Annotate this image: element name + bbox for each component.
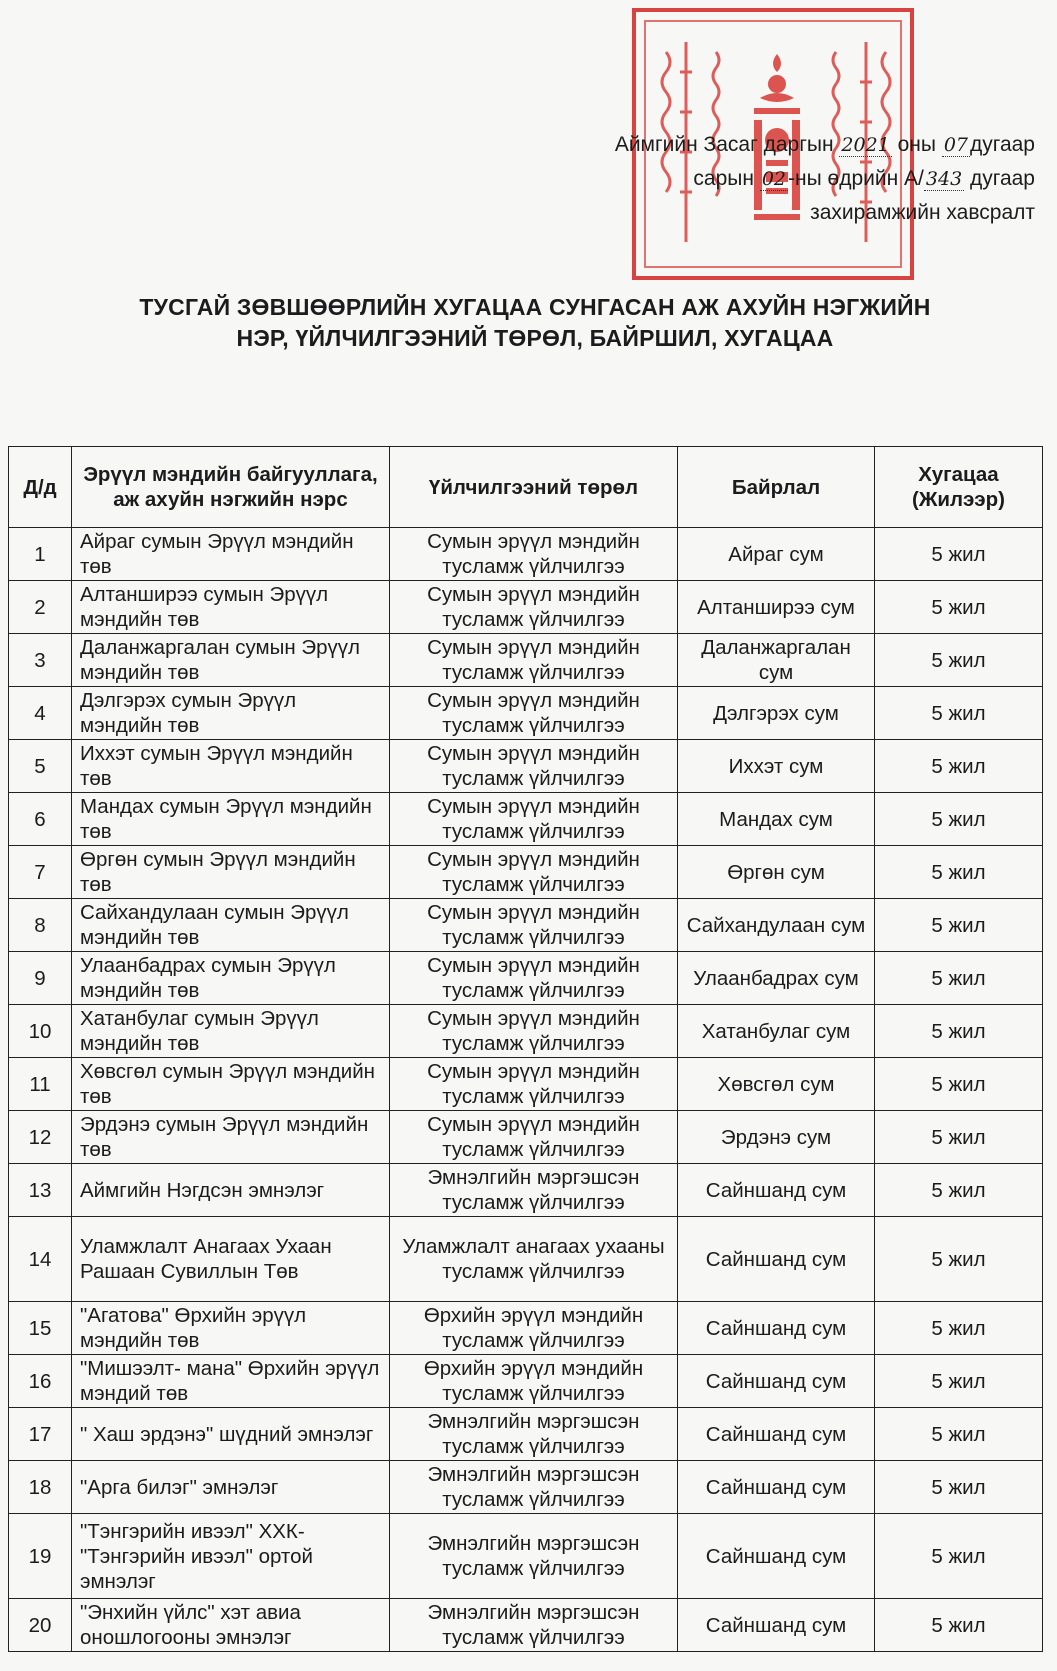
cell-service-type: Эмнэлгийн мэргэшсэн тусламж үйлчилгээ xyxy=(390,1599,678,1652)
cell-organization: Эрдэнэ сумын Эрүүл мэндийн төв xyxy=(72,1111,390,1164)
cell-location: Өргөн сум xyxy=(678,846,875,899)
table-row xyxy=(9,1111,1043,1164)
table-row xyxy=(9,581,1043,634)
approval-note xyxy=(615,128,1035,230)
approval-text: дугаар xyxy=(970,167,1035,190)
cell-duration: 5 жил xyxy=(875,1514,1043,1599)
cell-organization: Дэлгэрэх сумын Эрүүл мэндийн төв xyxy=(72,687,390,740)
cell-location: Сайншанд сум xyxy=(678,1302,875,1355)
cell-location: Айраг сум xyxy=(678,528,875,581)
cell-location: Даланжаргалан сум xyxy=(678,634,875,687)
cell-number: 20 xyxy=(9,1599,72,1652)
table-row xyxy=(9,1514,1043,1599)
cell-location: Сайншанд сум xyxy=(678,1514,875,1599)
cell-location: Алтанширээ сум xyxy=(678,581,875,634)
cell-location: Хатанбулаг сум xyxy=(678,1005,875,1058)
cell-service-type: Эмнэлгийн мэргэшсэн тусламж үйлчилгээ xyxy=(390,1514,678,1599)
table-row xyxy=(9,634,1043,687)
cell-duration: 5 жил xyxy=(875,1302,1043,1355)
handwritten-month: 07 xyxy=(943,134,968,156)
header-org: Эрүүл мэндийн байгууллага, аж ахуйн нэгжийн нэрс xyxy=(72,447,390,528)
cell-organization: Улаанбадрах сумын Эрүүл мэндийн төв xyxy=(72,952,390,1005)
cell-organization: "Энхийн үйлс" хэт авиа оношлогооны эмнэлэг xyxy=(72,1599,390,1652)
cell-location: Сайншанд сум xyxy=(678,1164,875,1217)
cell-location: Сайншанд сум xyxy=(678,1355,875,1408)
cell-location: Сайншанд сум xyxy=(678,1599,875,1652)
cell-duration: 5 жил xyxy=(875,846,1043,899)
cell-service-type: Өрхийн эрүүл мэндийн тусламж үйлчилгээ xyxy=(390,1355,678,1408)
cell-number: 13 xyxy=(9,1164,72,1217)
cell-service-type: Сумын эрүүл мэндийн тусламж үйлчилгээ xyxy=(390,952,678,1005)
cell-service-type: Сумын эрүүл мэндийн тусламж үйлчилгээ xyxy=(390,528,678,581)
cell-duration: 5 жил xyxy=(875,687,1043,740)
cell-duration: 5 жил xyxy=(875,1111,1043,1164)
cell-duration: 5 жил xyxy=(875,528,1043,581)
cell-organization: Аймгийн Нэгдсэн эмнэлэг xyxy=(72,1164,390,1217)
cell-service-type: Сумын эрүүл мэндийн тусламж үйлчилгээ xyxy=(390,581,678,634)
cell-number: 15 xyxy=(9,1302,72,1355)
cell-service-type: Сумын эрүүл мэндийн тусламж үйлчилгээ xyxy=(390,1058,678,1111)
table-body xyxy=(9,528,1043,1652)
cell-service-type: Өрхийн эрүүл мэндийн тусламж үйлчилгээ xyxy=(390,1302,678,1355)
header-location: Байрлал xyxy=(678,447,875,528)
cell-location: Мандах сум xyxy=(678,793,875,846)
document-title xyxy=(60,292,1010,354)
approval-line-1 xyxy=(615,128,1035,162)
cell-duration: 5 жил xyxy=(875,1408,1043,1461)
cell-number: 4 xyxy=(9,687,72,740)
cell-duration: 5 жил xyxy=(875,634,1043,687)
cell-service-type: Сумын эрүүл мэндийн тусламж үйлчилгээ xyxy=(390,1111,678,1164)
cell-organization: Мандах сумын Эрүүл мэндийн төв xyxy=(72,793,390,846)
cell-service-type: Эмнэлгийн мэргэшсэн тусламж үйлчилгээ xyxy=(390,1164,678,1217)
cell-duration: 5 жил xyxy=(875,899,1043,952)
cell-number: 9 xyxy=(9,952,72,1005)
header-duration: Хугацаа (Жилээр) xyxy=(875,447,1043,528)
cell-location: Иххэт сум xyxy=(678,740,875,793)
cell-duration: 5 жил xyxy=(875,1005,1043,1058)
table-row xyxy=(9,1005,1043,1058)
table-header-row xyxy=(9,447,1043,528)
table-row xyxy=(9,952,1043,1005)
cell-service-type: Сумын эрүүл мэндийн тусламж үйлчилгээ xyxy=(390,740,678,793)
handwritten-day: 02 xyxy=(761,168,787,190)
cell-number: 18 xyxy=(9,1461,72,1514)
cell-number: 8 xyxy=(9,899,72,952)
approval-text: сарын xyxy=(693,167,754,190)
cell-service-type: Сумын эрүүл мэндийн тусламж үйлчилгээ xyxy=(390,634,678,687)
table-row xyxy=(9,740,1043,793)
header-num: Д/д xyxy=(9,447,72,528)
cell-organization: Өргөн сумын Эрүүл мэндийн төв xyxy=(72,846,390,899)
cell-number: 7 xyxy=(9,846,72,899)
cell-organization: Хатанбулаг сумын Эрүүл мэндийн төв xyxy=(72,1005,390,1058)
cell-organization: "Агатова" Өрхийн эрүүл мэндийн төв xyxy=(72,1302,390,1355)
cell-number: 10 xyxy=(9,1005,72,1058)
cell-location: Хөвсгөл сум xyxy=(678,1058,875,1111)
cell-location: Эрдэнэ сум xyxy=(678,1111,875,1164)
table-row xyxy=(9,528,1043,581)
cell-location: Сайншанд сум xyxy=(678,1408,875,1461)
license-extension-table xyxy=(8,446,1043,1652)
cell-number: 6 xyxy=(9,793,72,846)
cell-number: 11 xyxy=(9,1058,72,1111)
cell-service-type: Эмнэлгийн мэргэшсэн тусламж үйлчилгээ xyxy=(390,1461,678,1514)
cell-organization: Сайхандулаан сумын Эрүүл мэндийн төв xyxy=(72,899,390,952)
cell-duration: 5 жил xyxy=(875,1217,1043,1302)
table-row xyxy=(9,1461,1043,1514)
approval-text: Аймгийн Засаг даргын xyxy=(614,133,834,156)
cell-service-type: Уламжлалт анагаах ухааны тусламж үйлчилгээ xyxy=(390,1217,678,1302)
table-row xyxy=(9,846,1043,899)
approval-text: -ны өдрийн А/ xyxy=(788,167,924,190)
cell-location: Улаанбадрах сум xyxy=(678,952,875,1005)
title-line-2: НЭР, ҮЙЛЧИЛГЭЭНИЙ ТӨРӨЛ, БАЙРШИЛ, ХУГАЦАА xyxy=(236,325,834,351)
cell-number: 5 xyxy=(9,740,72,793)
cell-duration: 5 жил xyxy=(875,1058,1043,1111)
approval-text: оны xyxy=(897,133,936,156)
cell-duration: 5 жил xyxy=(875,952,1043,1005)
approval-text: дугаар xyxy=(970,133,1035,156)
table-row xyxy=(9,1217,1043,1302)
cell-location: Сайхандулаан сум xyxy=(678,899,875,952)
approval-line-3: захирамжийн хавсралт xyxy=(810,201,1035,224)
cell-organization: "Мишээлт- мана" Өрхийн эрүүл мэндий төв xyxy=(72,1355,390,1408)
cell-number: 12 xyxy=(9,1111,72,1164)
table-row xyxy=(9,1302,1043,1355)
cell-service-type: Сумын эрүүл мэндийн тусламж үйлчилгээ xyxy=(390,793,678,846)
cell-organization: " Хаш эрдэнэ" шүдний эмнэлэг xyxy=(72,1408,390,1461)
title-line-1: ТУСГАЙ ЗӨВШӨӨРЛИЙН ХУГАЦАА СУНГАСАН АЖ АХУЙН НЭГЖИЙН xyxy=(139,294,931,320)
cell-organization: Даланжаргалан сумын Эрүүл мэндийн төв xyxy=(72,634,390,687)
cell-duration: 5 жил xyxy=(875,1355,1043,1408)
cell-organization: Айраг сумын Эрүүл мэндийн төв xyxy=(72,528,390,581)
cell-organization: "Арга билэг" эмнэлэг xyxy=(72,1461,390,1514)
cell-organization: Хөвсгөл сумын Эрүүл мэндийн төв xyxy=(72,1058,390,1111)
table-row xyxy=(9,1599,1043,1652)
cell-duration: 5 жил xyxy=(875,740,1043,793)
cell-organization: Алтанширээ сумын Эрүүл мэндийн төв xyxy=(72,581,390,634)
cell-location: Сайншанд сум xyxy=(678,1461,875,1514)
cell-number: 17 xyxy=(9,1408,72,1461)
cell-organization: Иххэт сумын Эрүүл мэндийн төв xyxy=(72,740,390,793)
cell-location: Сайншанд сум xyxy=(678,1217,875,1302)
cell-number: 16 xyxy=(9,1355,72,1408)
cell-duration: 5 жил xyxy=(875,1164,1043,1217)
cell-organization: Уламжлалт Анагаах Ухаан Рашаан Сувиллын Төв xyxy=(72,1217,390,1302)
cell-location: Дэлгэрэх сум xyxy=(678,687,875,740)
cell-service-type: Сумын эрүүл мэндийн тусламж үйлчилгээ xyxy=(390,899,678,952)
cell-service-type: Эмнэлгийн мэргэшсэн тусламж үйлчилгээ xyxy=(390,1408,678,1461)
cell-organization: "Тэнгэрийн ивээл" ХХК- "Тэнгэрийн ивээл" ортой эмнэлэг xyxy=(72,1514,390,1599)
cell-duration: 5 жил xyxy=(875,1599,1043,1652)
header-service: Үйлчилгээний төрөл xyxy=(390,447,678,528)
cell-service-type: Сумын эрүүл мэндийн тусламж үйлчилгээ xyxy=(390,846,678,899)
cell-service-type: Сумын эрүүл мэндийн тусламж үйлчилгээ xyxy=(390,1005,678,1058)
approval-line-2 xyxy=(615,162,1035,196)
cell-duration: 5 жил xyxy=(875,793,1043,846)
table-row xyxy=(9,1408,1043,1461)
cell-number: 2 xyxy=(9,581,72,634)
handwritten-order-number: 343 xyxy=(925,168,963,190)
table-row xyxy=(9,1058,1043,1111)
handwritten-year: 2021 xyxy=(841,134,890,156)
table-row xyxy=(9,687,1043,740)
cell-service-type: Сумын эрүүл мэндийн тусламж үйлчилгээ xyxy=(390,687,678,740)
table-row xyxy=(9,793,1043,846)
table-row xyxy=(9,1164,1043,1217)
table-row xyxy=(9,899,1043,952)
cell-number: 19 xyxy=(9,1514,72,1599)
table-row xyxy=(9,1355,1043,1408)
cell-duration: 5 жил xyxy=(875,1461,1043,1514)
cell-duration: 5 жил xyxy=(875,581,1043,634)
cell-number: 3 xyxy=(9,634,72,687)
cell-number: 1 xyxy=(9,528,72,581)
cell-number: 14 xyxy=(9,1217,72,1302)
